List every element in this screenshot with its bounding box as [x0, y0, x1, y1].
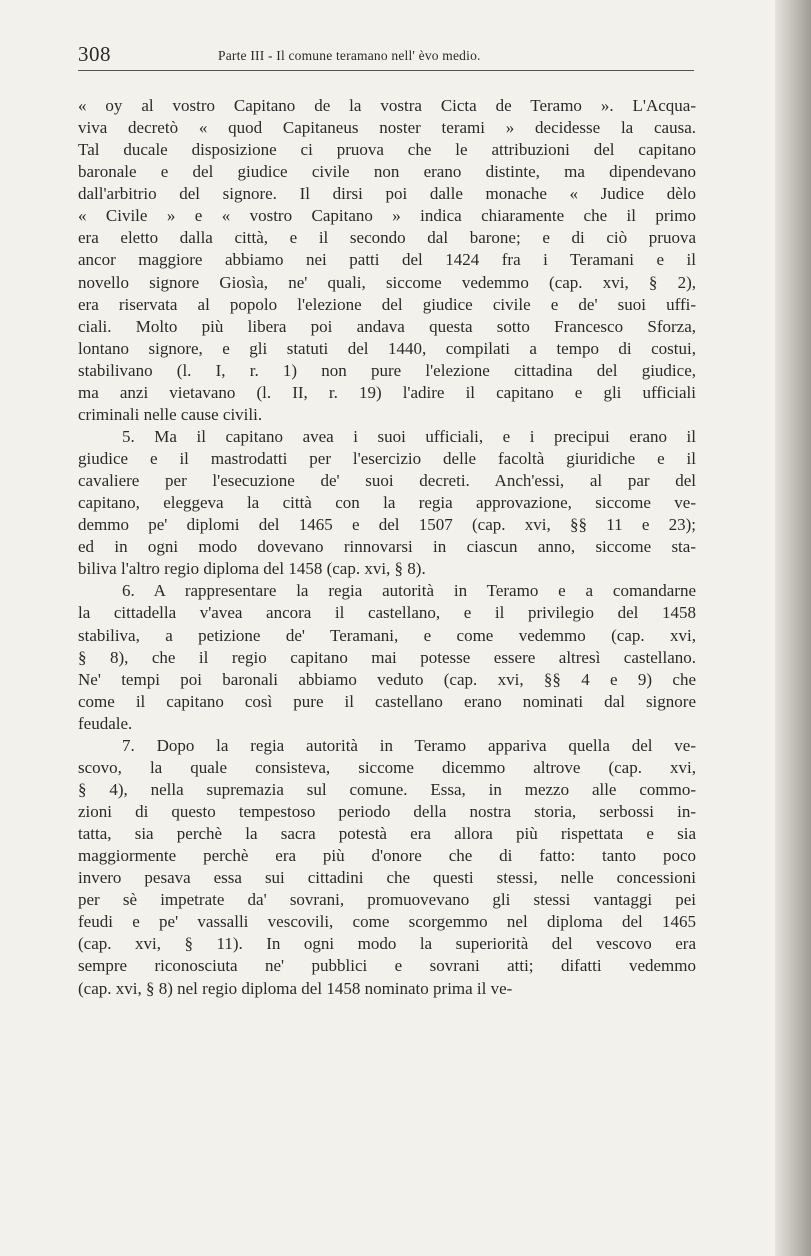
text-line: dall'arbitrio del signore. Il dirsi poi dalle monache « Judice dèlo [78, 184, 696, 204]
text-line: 6. A rappresentare la regia autorità in Teramo e a comandarne [122, 581, 696, 601]
text-line: 7. Dopo la regia autorità in Teramo appariva quella del ve- [122, 735, 696, 755]
text-line: baronale e del giudice civile non erano distinte, ma dipendevano [78, 162, 696, 182]
text-line: Ne' tempi poi baronali abbiamo veduto (cap. xvi, §§ 4 e 9) che [78, 669, 696, 689]
text-line: 5. Ma il capitano avea i suoi ufficiali, e i precipui erano il [122, 426, 696, 446]
text-line: feudi e pe' vassalli vescovili, come scorgemmo nel diploma del 1465 [78, 912, 696, 932]
text-line: stabiliva, a petizione de' Teramani, e come vedemmo (cap. xvi, [78, 625, 696, 645]
text-line: come il capitano così pure il castellano erano nominati dal signore [78, 691, 696, 711]
body-text [78, 95, 696, 1000]
text-line: § 8), che il regio capitano mai potesse essere altresì castellano. [78, 647, 696, 667]
text-line: (cap. xvi, § 11). In ogni modo la superiorità del vescovo era [78, 934, 696, 954]
paragraph [78, 95, 696, 426]
text-line: § 4), nella supremazia sul comune. Essa, in mezzo alle commo- [78, 779, 696, 799]
text-line: lontano signore, e gli statuti del 1440, compilati a tempo di costui, [78, 338, 696, 358]
text-line: era riservata al popolo l'elezione del giudice civile e de' suoi uffi- [78, 294, 696, 314]
text-line: giudice e il mastrodatti per l'esercizio delle facoltà giuridiche e il [78, 449, 696, 468]
text-line: feudale. [78, 713, 133, 733]
text-line: Tal ducale disposizione ci pruova che le attribuzioni del capitano [78, 140, 696, 160]
text-line: la cittadella v'avea ancora il castellano, e il privilegio del 1458 [78, 603, 696, 623]
running-head: Parte III - Il comune teramano nell' èvo medio. [218, 48, 481, 63]
text-line: ma anzi vietavano (l. II, r. 19) l'adire il capitano e gli ufficiali [78, 382, 696, 402]
text-line: tatta, sia perchè la sacra potestà era allora più rispettata e sia [78, 824, 696, 844]
text-line: ed in ogni modo dovevano rinnovarsi in ciascun anno, siccome sta- [78, 537, 696, 557]
paragraph [78, 735, 696, 1000]
text-line: « oy al vostro Capitano de la vostra Cicta de Teramo ». L'Acqua- [78, 96, 696, 115]
text-line: criminali nelle cause civili. [78, 404, 263, 424]
text-line: era eletto dalla città, e il secondo dal barone; e di ciò pruova [78, 228, 696, 248]
text-line: ancor maggiore abbiamo nei patti del 1424 fra i Teramani e il [78, 250, 696, 270]
text-line: per sè impetrate da' sovrani, promuovevano gli stessi vantaggi pei [78, 890, 696, 910]
text-line: viva decretò « quod Capitaneus noster terami » decidesse la causa. [78, 118, 696, 138]
paragraph [78, 426, 696, 580]
text-line: invero pesava essa sui cittadini che questi stessi, nelle concessioni [78, 868, 696, 888]
text-line: maggiormente perchè era più d'onore che di fatto: tanto poco [78, 846, 696, 866]
page-gutter-shadow [775, 0, 811, 1256]
text-line: sempre riconosciuta ne' pubblici e sovrani atti; difatti vedemmo [78, 956, 696, 976]
text-line: demmo pe' diplomi del 1465 e del 1507 (cap. xvi, §§ 11 e 23); [78, 515, 696, 535]
text-line: « Civile » e « vostro Capitano » indica chiaramente che il primo [78, 206, 696, 226]
text-line: biliva l'altro regio diploma del 1458 (cap. xvi, § 8). [78, 559, 426, 579]
page-number: 308 [78, 42, 111, 66]
text-line: cavaliere per l'esecuzione de' suoi decreti. Anch'essi, al par del [78, 471, 696, 491]
text-line: novello signore Giosìa, ne' quali, siccome vedemmo (cap. xvi, § 2), [78, 272, 696, 292]
text-line: capitano, eleggeva la città con la regia approvazione, siccome ve- [78, 493, 696, 513]
text-line: zioni di questo tempestoso periodo della nostra storia, serbossi in- [78, 802, 696, 821]
page-header [78, 40, 694, 71]
paragraph [78, 580, 696, 734]
text-line: scovo, la quale consisteva, siccome dicemmo altrove (cap. xvi, [78, 757, 696, 777]
text-line: stabilivano (l. I, r. 1) non pure l'elezione cittadina del giudice, [78, 360, 696, 380]
text-line: (cap. xvi, § 8) nel regio diploma del 1458 nominato prima il ve- [78, 978, 513, 998]
text-line: ciali. Molto più libera poi andava questa sotto Francesco Sforza, [78, 316, 696, 336]
